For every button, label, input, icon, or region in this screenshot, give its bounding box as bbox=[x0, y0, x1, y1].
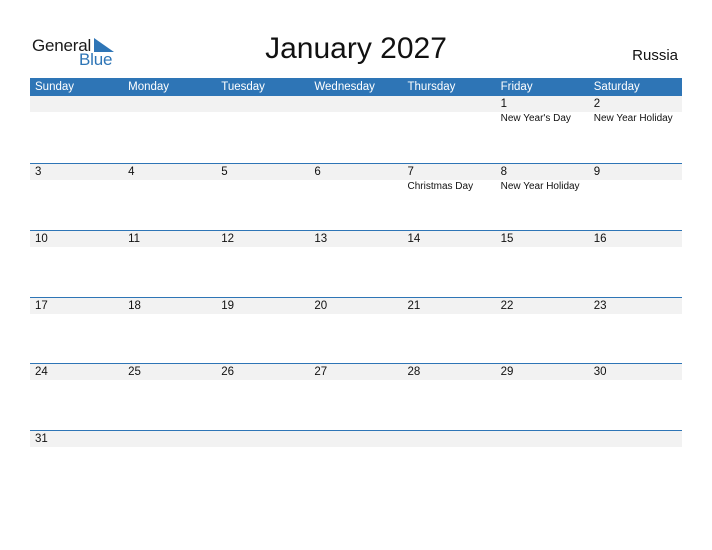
day-cell[interactable] bbox=[216, 364, 309, 380]
day-number: 7 bbox=[407, 166, 414, 178]
week-row bbox=[30, 96, 682, 124]
holiday-label: Christmas Day bbox=[407, 181, 474, 192]
day-cell[interactable] bbox=[309, 364, 402, 380]
weekday-sunday: Sunday bbox=[35, 81, 75, 93]
day-number: 22 bbox=[500, 300, 514, 312]
day-cell[interactable] bbox=[309, 298, 402, 314]
holiday-label: New Year Holiday bbox=[500, 181, 580, 192]
day-cell[interactable] bbox=[309, 164, 402, 180]
day-number: 1 bbox=[500, 98, 508, 110]
day-cell[interactable] bbox=[123, 96, 216, 112]
weekday-tuesday: Tuesday bbox=[221, 81, 265, 93]
day-number: 19 bbox=[221, 300, 235, 312]
day-cell[interactable] bbox=[309, 96, 402, 112]
logo-word-blue: Blue bbox=[79, 50, 113, 69]
week-row bbox=[30, 163, 682, 192]
day-number: 25 bbox=[128, 366, 141, 378]
day-number: 4 bbox=[128, 166, 135, 178]
day-cell[interactable] bbox=[589, 231, 682, 247]
day-cell[interactable] bbox=[30, 96, 123, 112]
day-cell[interactable] bbox=[496, 364, 589, 380]
day-number: 26 bbox=[221, 366, 235, 378]
day-cell[interactable] bbox=[123, 364, 216, 380]
day-cell[interactable] bbox=[216, 231, 309, 247]
day-cell[interactable] bbox=[403, 298, 496, 314]
day-cell[interactable] bbox=[496, 431, 589, 447]
day-cell[interactable] bbox=[216, 164, 309, 180]
day-number: 14 bbox=[407, 233, 421, 245]
day-number: 30 bbox=[593, 366, 607, 378]
day-number: 16 bbox=[593, 233, 607, 245]
day-number: 11 bbox=[128, 233, 141, 245]
day-cell[interactable] bbox=[30, 364, 123, 380]
day-number: 27 bbox=[314, 366, 328, 378]
day-cell[interactable] bbox=[30, 298, 123, 314]
day-cell[interactable] bbox=[496, 231, 589, 247]
day-cell[interactable] bbox=[496, 298, 589, 314]
weekday-saturday: Saturday bbox=[593, 81, 640, 93]
day-cell[interactable] bbox=[123, 431, 216, 447]
day-number: 6 bbox=[314, 166, 321, 178]
day-number: 20 bbox=[314, 300, 328, 312]
day-number: 31 bbox=[35, 433, 48, 445]
day-cell[interactable] bbox=[403, 364, 496, 380]
day-cell[interactable] bbox=[403, 96, 496, 112]
day-cell[interactable] bbox=[216, 96, 309, 112]
day-cell[interactable] bbox=[403, 164, 496, 192]
day-cell[interactable] bbox=[589, 164, 682, 180]
week-row bbox=[30, 363, 682, 380]
day-cell[interactable] bbox=[589, 298, 682, 314]
day-number: 12 bbox=[221, 233, 235, 245]
day-number: 5 bbox=[221, 166, 228, 178]
day-cell[interactable] bbox=[123, 231, 216, 247]
day-cell[interactable] bbox=[123, 298, 216, 314]
day-number: 21 bbox=[407, 300, 421, 312]
day-number: 15 bbox=[500, 233, 514, 245]
weekday-thursday: Thursday bbox=[407, 81, 456, 93]
day-number: 8 bbox=[500, 166, 508, 178]
day-cell[interactable] bbox=[30, 431, 123, 447]
weekday-monday: Monday bbox=[128, 81, 170, 93]
day-cell[interactable] bbox=[589, 96, 682, 124]
weekday-header bbox=[30, 78, 682, 96]
day-cell[interactable] bbox=[309, 431, 402, 447]
day-number: 9 bbox=[593, 166, 601, 178]
day-cell[interactable] bbox=[496, 164, 589, 192]
day-number: 3 bbox=[35, 166, 42, 178]
day-cell[interactable] bbox=[589, 364, 682, 380]
day-cell[interactable] bbox=[309, 231, 402, 247]
week-row bbox=[30, 297, 682, 314]
day-number: 17 bbox=[35, 300, 48, 312]
day-cell[interactable] bbox=[123, 164, 216, 180]
country-label: Russia bbox=[632, 47, 678, 64]
weekday-friday: Friday bbox=[500, 81, 533, 93]
day-number: 18 bbox=[128, 300, 141, 312]
calendar-title: January 2027 bbox=[265, 32, 447, 65]
day-number: 2 bbox=[593, 98, 601, 110]
holiday-label: New Year's Day bbox=[500, 113, 571, 124]
holiday-label: New Year Holiday bbox=[593, 113, 673, 124]
day-cell[interactable] bbox=[216, 298, 309, 314]
day-number: 10 bbox=[35, 233, 48, 245]
day-cell[interactable] bbox=[403, 431, 496, 447]
day-cell[interactable] bbox=[30, 231, 123, 247]
day-number: 23 bbox=[593, 300, 607, 312]
day-number: 29 bbox=[500, 366, 514, 378]
week-row bbox=[30, 430, 682, 447]
day-cell[interactable] bbox=[589, 431, 682, 447]
day-number: 24 bbox=[35, 366, 48, 378]
logo-word-general: General bbox=[32, 36, 92, 55]
day-number: 28 bbox=[407, 366, 421, 378]
day-cell[interactable] bbox=[403, 231, 496, 247]
weekday-wednesday: Wednesday bbox=[314, 81, 375, 93]
day-cell[interactable] bbox=[496, 96, 589, 124]
day-number: 13 bbox=[314, 233, 328, 245]
day-cell[interactable] bbox=[30, 164, 123, 180]
day-cell[interactable] bbox=[216, 431, 309, 447]
week-row bbox=[30, 230, 682, 247]
